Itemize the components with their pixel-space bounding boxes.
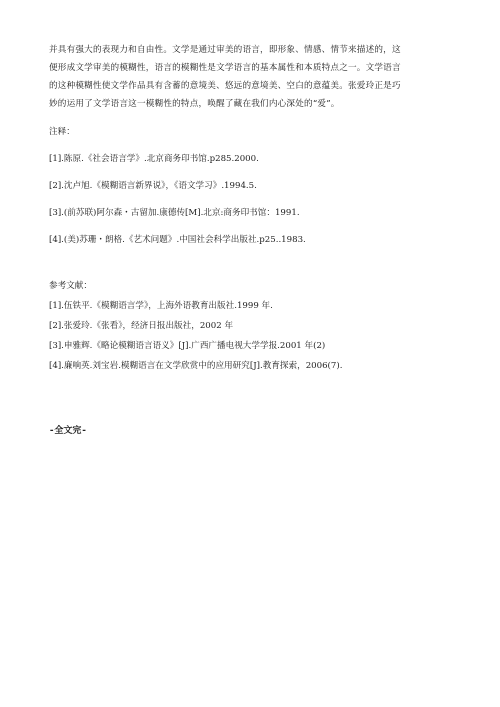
notes-heading: 注释： [49,127,75,137]
body-paragraph [49,41,453,113]
references-heading: 参考文献： [49,281,92,291]
reference-item: [4].廉响英.刘宝岩.模糊语言在文学欣赏中的应用研究[J].教育探索，2006(7). [49,361,343,371]
note-item: [4].(美)苏珊・朗格.《艺术问题》.中国社会科学出版社.p25..1983. [49,235,306,245]
document-page [49,41,453,436]
paragraph-line: 便形成文学审美的模糊性，语言的模糊性是文学语言的基本属性和本质特点之一。文学语言 [49,63,401,73]
paragraph-line: 妙的运用了文学语言这一模糊性的特点，唤醒了藏在我们内心深处的“爱”。 [49,99,340,109]
note-item: [3].(前苏联)阿尔森・古留加.康德传[M].北京:商务印书馆：1991. [49,208,300,218]
reference-item: [3].申雅辉.《略论模糊语言语义》[J].广西广播电视大学学报.2001 年(2) [49,341,326,351]
paragraph-line: 并具有强大的表现力和自由性。文学是通过审美的语言，即形象、情感、情节来描述的，这 [49,45,401,55]
reference-item: [1].伍铁平.《模糊语言学》，上海外语教育出版社.1999 年. [49,301,273,311]
paragraph-line: 的这种模糊性使文学作品具有含蓄的意境美、悠远的意境美、空白的意蕴美。张爱玲正是巧 [49,81,401,91]
note-item: [1].陈原.《社会语言学》.北京商务印书馆.p285.2000. [49,154,259,164]
note-item: [2].沈卢旭.《模糊语言新界说》，《语文学习》.1994.5. [49,181,257,191]
reference-item: [2].张爱玲.《张看》，经济日报出版社，2002 年 [49,321,234,331]
end-mark: -全文完- [49,426,87,436]
